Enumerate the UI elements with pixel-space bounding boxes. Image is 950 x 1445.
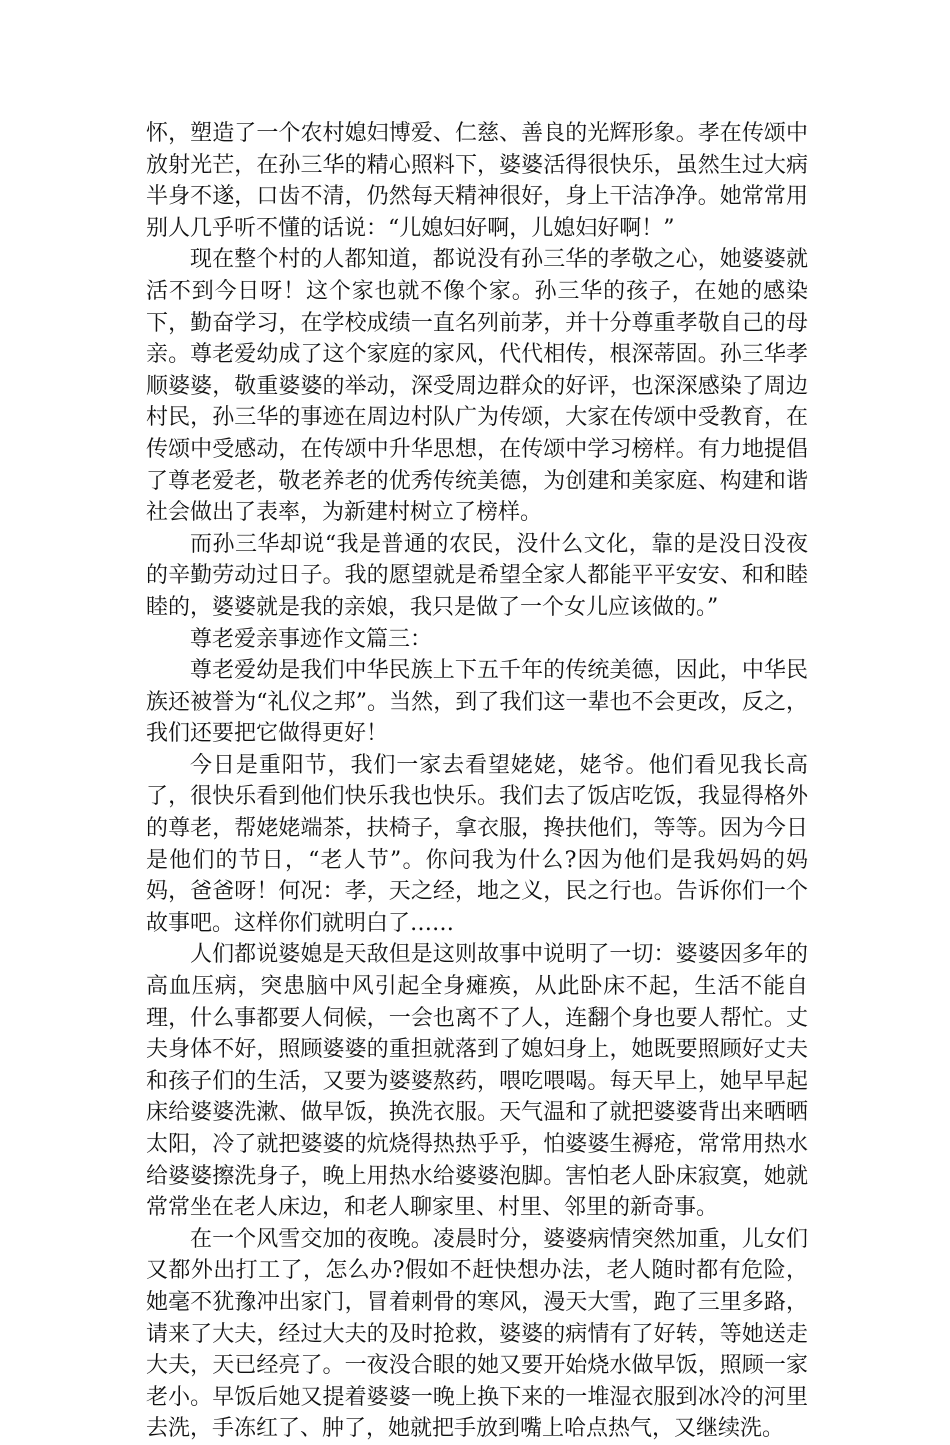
paragraph: 人们都说婆媳是天敌但是这则故事中说明了一切：婆婆因多年的高血压病，突患脑中风引起全身瘫痪，从此卧床不起，生活不能自理，什么事都要人伺候，一会也离不了人，连翻个身也要人帮忙。丈夫身体不好，照顾婆婆的重担就落到了媳妇身上，她既要照顾好丈夫和孩子们的生活，又要为婆婆熬药，喂吃喂喝。每天早上，她早早起床给婆婆洗漱、做早饭，换洗衣服。天气温和了就把婆婆背出来晒晒太阳，冷了就把婆婆的炕烧得热热乎乎，怕婆婆生褥疮，常常用热水给婆婆擦洗身子，晚上用热水给婆婆泡脚。害怕老人卧床寂寞，她就常常坐在老人床边，和老人聊家里、村里、邻里的新奇事。: [146, 942, 808, 1221]
section-heading: 尊老爱亲事迹作文篇三：: [190, 626, 433, 652]
paragraph: 怀，塑造了一个农村媳妇博爱、仁慈、善良的光辉形象。孝在传颂中放射光芒，在孙三华的精心照料下，婆婆活得很快乐，虽然生过大病半身不遂，口齿不清，仍然每天精神很好，身上干洁净净。她常常用别人几乎听不懂的话说：“儿媳妇好啊，儿媳妇好啊！”: [146, 121, 808, 241]
paragraph: 而孙三华却说“我是普通的农民，没什么文化，靠的是没日没夜的辛勤劳动过日子。我的愿望就是希望全家人都能平平安安、和和睦睦的，婆婆就是我的亲娘，我只是做了一个女儿应该做的。”: [146, 531, 808, 620]
paragraph: 现在整个村的人都知道，都说没有孙三华的孝敬之心，她婆婆就活不到今日呀！这个家也就不像个家。孙三华的孩子，在她的感染下，勤奋学习，在学校成绩一直名列前茅，并十分尊重孝敬自己的母亲。尊老爱幼成了这个家庭的家风，代代相传，根深蒂固。孙三华孝顺婆婆，敬重婆婆的举动，深受周边群众的好评，也深深感染了周边村民，孙三华的事迹在周边村队广为传颂，大家在传颂中受教育，在传颂中受感动，在传颂中升华思想，在传颂中学习榜样。有力地提倡了尊老爱老，敬老养老的优秀传统美德，为创建和美家庭、构建和谐社会做出了表率，为新建村树立了榜样。: [146, 247, 808, 526]
document-body: [146, 118, 808, 1445]
paragraph: 在一个风雪交加的夜晚。凌晨时分，婆婆病情突然加重，儿女们又都外出打工了，怎么办?假如不赶快想办法，老人随时都有危险，她毫不犹豫冲出家门，冒着刺骨的寒风，漫天大雪，跑了三里多路，请来了大夫，经过大夫的及时抢救，婆婆的病情有了好转，等她送走大夫，天已经亮了。一夜没合眼的她又要开始烧水做早饭，照顾一家老小。早饭后她又提着婆婆一晚上换下来的一堆湿衣服到冰冷的河里去洗，手冻红了、肿了，她就把手放到嘴上哈点热气，又继续洗。: [146, 1226, 808, 1442]
paragraph: 尊老爱幼是我们中华民族上下五千年的传统美德，因此，中华民族还被誉为“礼仪之邦”。当然，到了我们这一辈也不会更改，反之，我们还要把它做得更好！: [146, 658, 808, 747]
paragraph: 今日是重阳节，我们一家去看望姥姥，姥爷。他们看见我长高了，很快乐看到他们快乐我也快乐。我们去了饭店吃饭，我显得格外的尊老，帮姥姥端茶，扶椅子，拿衣服，搀扶他们，等等。因为今日是他们的节日，“老人节”。你问我为什么?因为他们是我妈妈的妈妈，爸爸呀！何况：孝，天之经，地之义，民之行也。告诉你们一个故事吧。这样你们就明白了……: [146, 752, 808, 936]
